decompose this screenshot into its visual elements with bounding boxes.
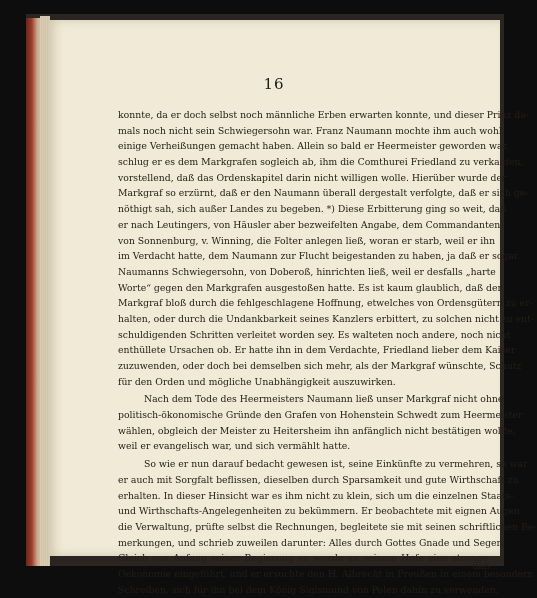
text-line: Worte“ gegen den Markgrafen ausgestoßen hatte. Es ist kaum glaublich, daß der xyxy=(118,282,502,294)
text-line: Nach dem Tode des Heermeisters Naumann ließ unser Markgraf nicht ohne xyxy=(144,394,504,406)
text-line: schuldigenden Schritten verleitet worden sey. Es walteten noch andere, noch nicht xyxy=(118,329,511,341)
text-line: für den Orden und mögliche Unabhängigkeit auszuwirken. xyxy=(118,376,396,388)
text-line: und Wirthschafts-Angelegenheiten zu bekümmern. Er beobachtete mit eignen Augen xyxy=(118,506,520,518)
text-line: wählen, obgleich der Meister zu Heitersheim ihn anfänglich nicht bestätigen wollte, xyxy=(118,425,516,437)
text-block xyxy=(118,108,537,598)
text-line: enthüllete Ursachen ob. Er hatte ihn in dem Verdachte, Friedland lieber dem Kaiser xyxy=(118,345,516,357)
text-line: im Verdacht hatte, dem Naumann zur Flucht beigestanden zu haben, ja daß er sogar xyxy=(118,251,519,263)
text-line: Naumanns Schwiegersohn, von Doberoß, hinrichten ließ, weil er desfalls „harte xyxy=(118,266,496,278)
text-line: Gleich von Anfang seiner Regierung an wurde an seinem Hofe eine strenge xyxy=(118,553,488,565)
text-line: merkungen, und schrieb zuweilen darunter: Alles durch Gottes Gnade und Segen. xyxy=(118,537,506,549)
text-line: schlug er es dem Markgrafen sogleich ab, ihm die Comthurei Friedland zu verkaufen, xyxy=(118,157,524,169)
text-line: Markgraf bloß durch die fehlgeschlagene Hoffnung, etwelches von Ordensgütern zu er- xyxy=(118,298,533,310)
text-line: weil er evangelisch war, und sich vermählt hatte. xyxy=(118,441,351,453)
text-line: die Verwaltung, prüfte selbst die Rechnungen, begleitete sie mit seinen schriftlichen Be- xyxy=(118,521,537,533)
text-line: Markgraf so erzürnt, daß er den Naumann überall dergestalt verfolgte, daß er sich ge- xyxy=(118,188,529,200)
text-line: einige Verheißungen gemacht haben. Allein so bald er Heermeister geworden war, xyxy=(118,141,509,153)
text-line: mals noch nicht sein Schwiegersohn war. Franz Naumann mochte ihm auch wohl xyxy=(118,125,502,137)
page-number: 16 xyxy=(263,75,285,93)
text-line: Oekonomie eingeführt, und er ersuchte den H. Albrecht in Preußen in einem besondern xyxy=(118,568,534,580)
text-line: vorstellend, daß das Ordenskapitel darin nicht willigen wolle. Hierüber wurde der xyxy=(118,172,507,184)
text-line: So wie er nun darauf bedacht gewesen ist, seine Einkünfte zu vermehren, so war xyxy=(144,459,528,471)
text-line: konnte, da er doch selbst noch männliche Erben erwarten konnte, und dieser Prinz da- xyxy=(118,110,529,121)
text-line: halten, oder durch die Undankbarkeit seines Kanzlers erbittert, zu solchen nicht zu ent- xyxy=(118,313,534,325)
text-line: erhalten. In dieser Hinsicht war es ihm nicht zu klein, sich um die einzelnen Staats- xyxy=(118,490,514,502)
catchword: daß xyxy=(472,561,490,572)
text-line: Schreiben, sich für ihn bei dem König Sigismund von Polen dahin zu verwenden, xyxy=(118,584,499,596)
text-line: er nach Leutingers, von Häusler aber bezweifelten Angabe, dem Commandanten xyxy=(118,219,501,231)
text-line: von Sonnenburg, v. Winning, die Folter anlegen ließ, woran er starb, weil er ihn xyxy=(118,235,496,247)
text-line: nöthigt sah, sich außer Landes zu begeben. *) Diese Erbitterung ging so weit, daß xyxy=(118,204,507,216)
book-page xyxy=(48,20,537,596)
text-line: zuzuwenden, oder doch bei demselben sich mehr, als der Markgraf wünschte, Schutz xyxy=(118,361,522,372)
text-line: er auch mit Sorgfalt beflissen, dieselben durch Sparsamkeit und gute Wirthschaft zu xyxy=(118,474,519,486)
text-line: politisch-ökonomische Gründe den Grafen von Hohenstein Schwedt zum Heermeister xyxy=(118,410,523,422)
